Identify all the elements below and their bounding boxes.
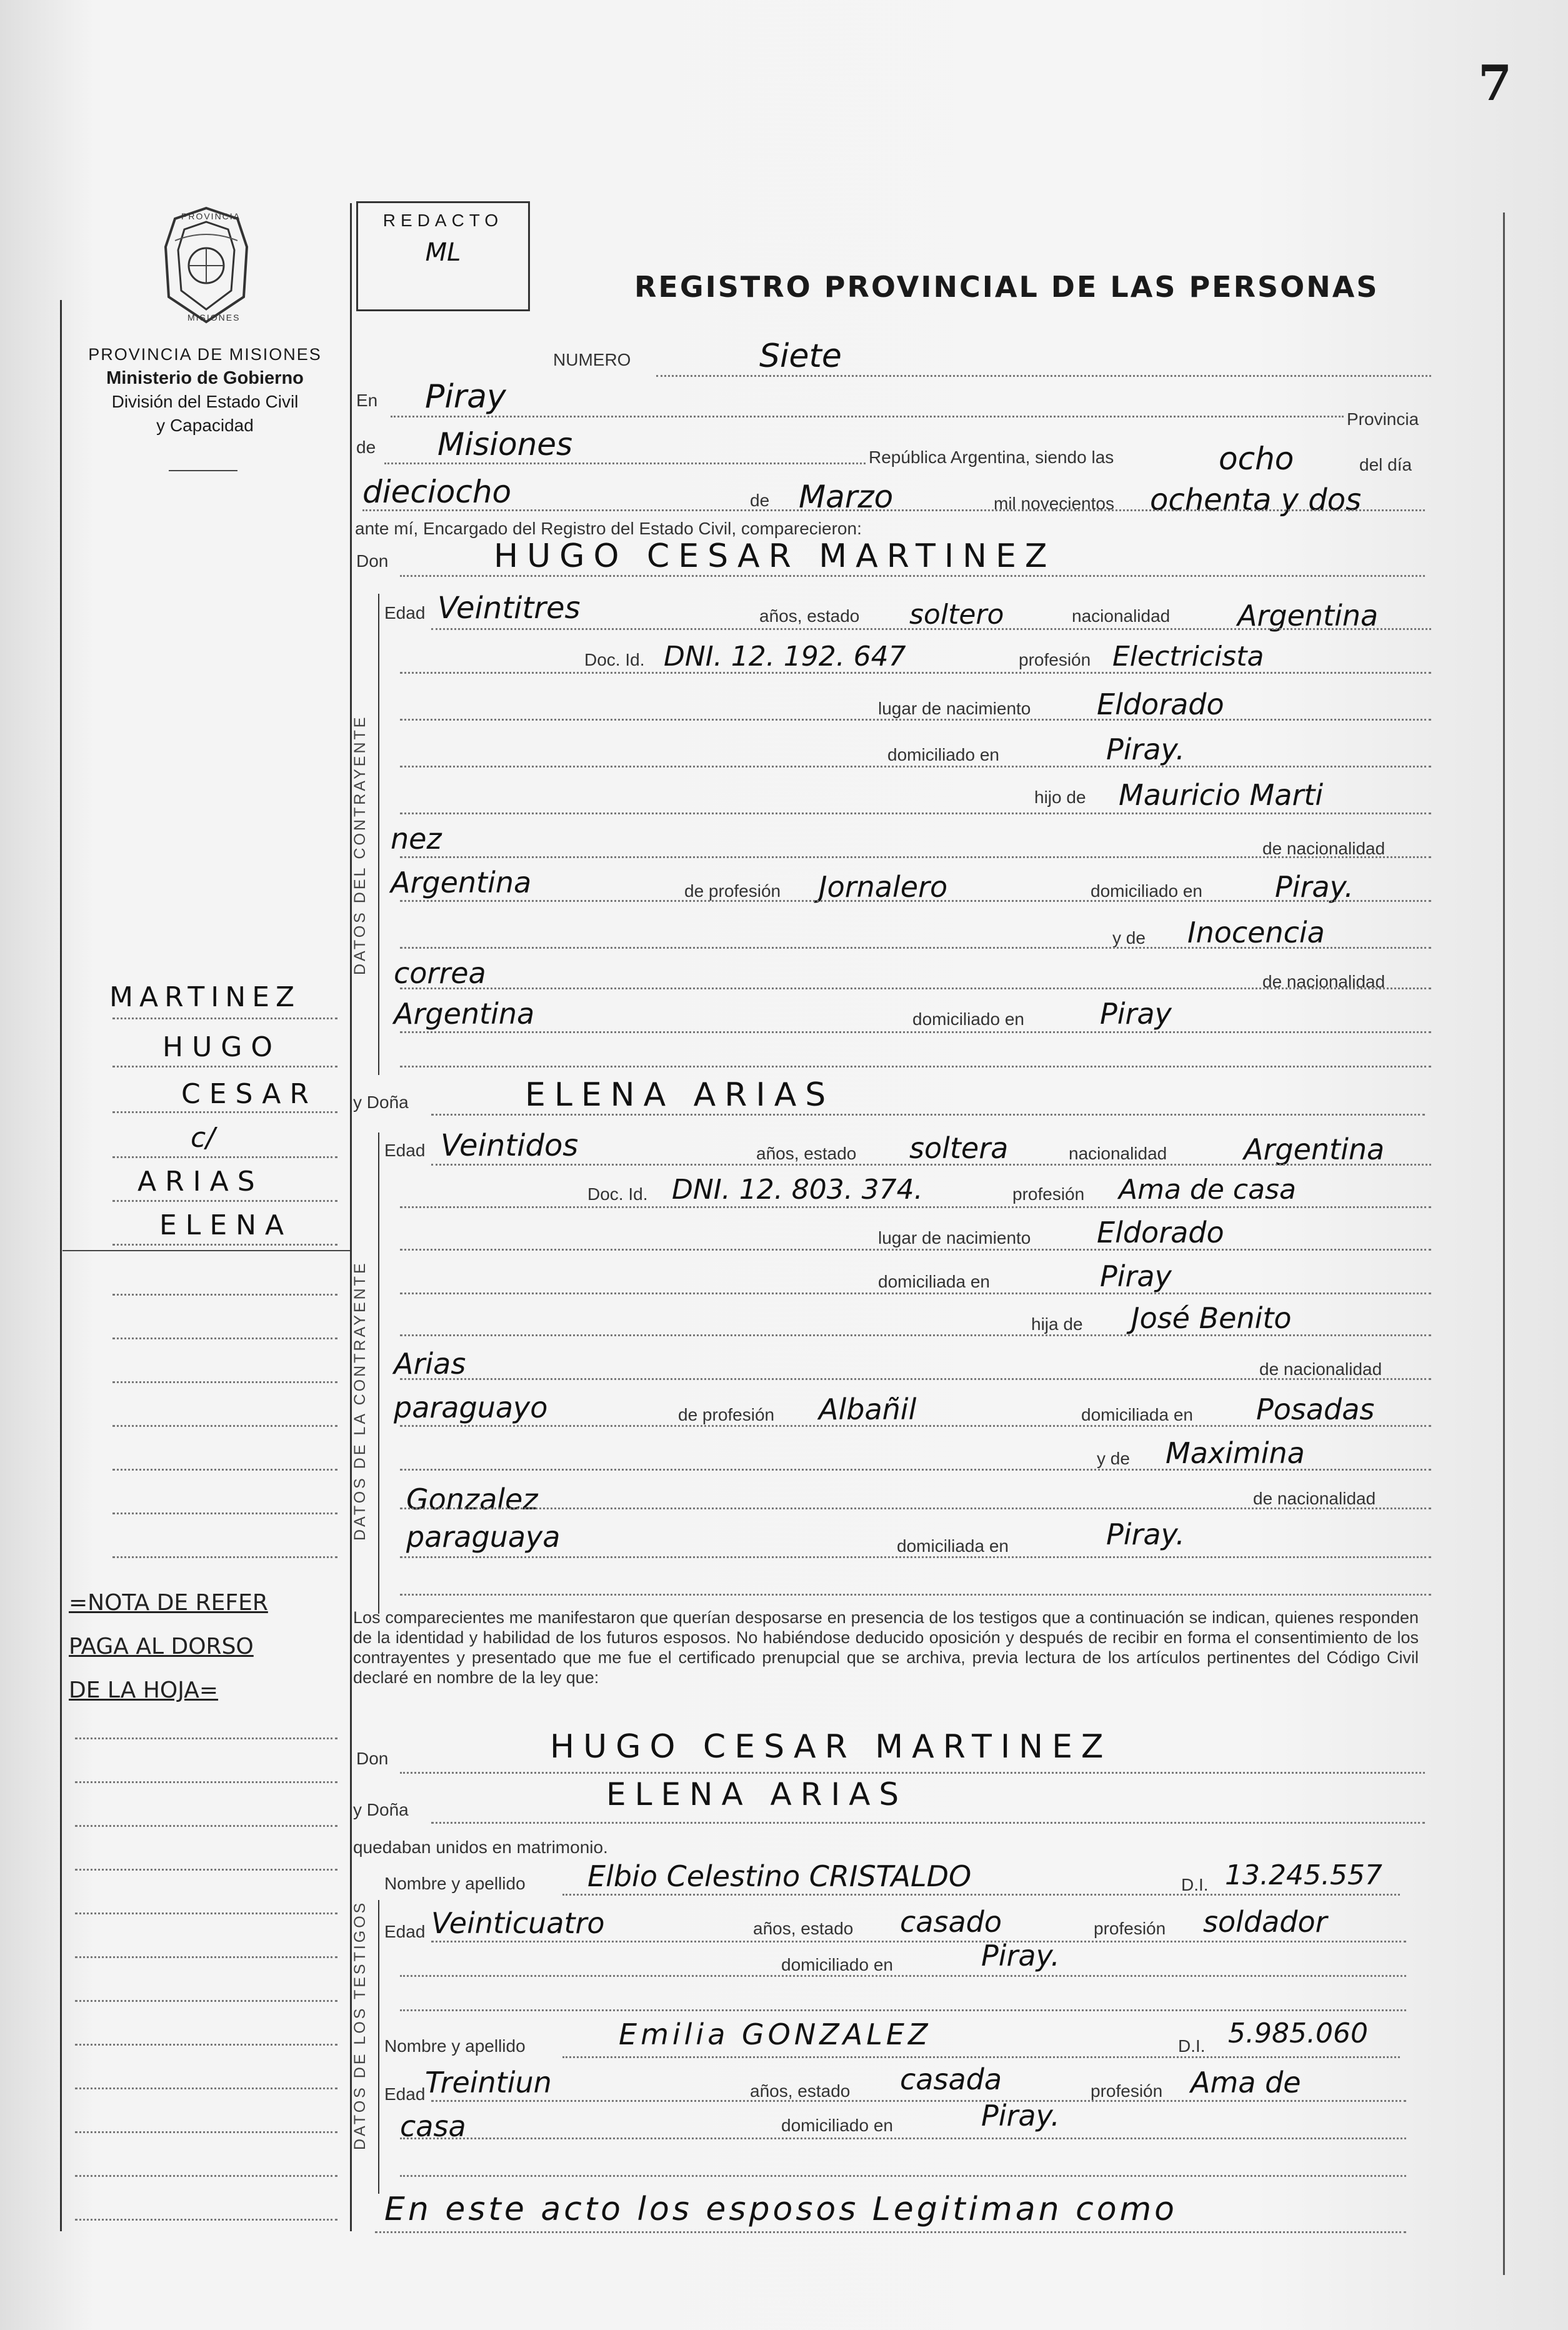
bride-padre-prof: Albañil xyxy=(819,1392,917,1426)
declared-groom: HUGO CESAR MARTINEZ xyxy=(550,1728,1112,1766)
groom-padre-nac-label: de nacionalidad xyxy=(1262,839,1386,858)
groom-dom-label: domiciliado en xyxy=(887,745,999,764)
groom-madre-rule xyxy=(400,947,1431,949)
w2-dom-label: domiciliado en xyxy=(781,2116,893,2135)
stamp-title: REDACTO xyxy=(382,211,504,230)
margin-name-3: CESAR xyxy=(181,1078,317,1110)
groom-edad-rule xyxy=(431,628,1431,630)
margin-blank-18 xyxy=(75,2175,337,2177)
w2-estado: casada xyxy=(900,2062,1002,2096)
ministry-name: Ministerio de Gobierno xyxy=(106,368,304,388)
margin-blank-12 xyxy=(75,1912,337,1914)
left-margin-rule xyxy=(60,300,62,2231)
bride-profesion: Ama de casa xyxy=(1119,1174,1296,1206)
w1-end-rule xyxy=(400,2009,1406,2011)
groom-edad-label: Edad xyxy=(384,603,426,622)
w2-profesion: Ama de xyxy=(1191,2066,1301,2099)
bride-edad: Veintidos xyxy=(441,1128,579,1163)
margin-name-1: MARTINEZ xyxy=(109,981,301,1013)
groom-edad: Veintitres xyxy=(437,591,581,626)
don-label: Don xyxy=(356,551,389,571)
bride-padre-prof-label: de profesión xyxy=(678,1405,775,1424)
groom-padre: Mauricio Marti xyxy=(1119,778,1324,812)
de-label: de xyxy=(356,438,376,457)
bride-madre-cont-rule xyxy=(400,1508,1431,1509)
bride-estado-label: años, estado xyxy=(756,1144,857,1163)
groom-estado: soltero xyxy=(909,599,1004,631)
bride-doc-label: Doc. Id. xyxy=(587,1184,648,1204)
w1-name: Elbio Celestino CRISTALDO xyxy=(587,1859,972,1893)
division-name: División del Estado Civil xyxy=(111,392,299,411)
groom-padre-line-rule xyxy=(400,900,1431,902)
w2-di: 5.985.060 xyxy=(1228,2018,1368,2049)
groom-padre-dom: Piray. xyxy=(1275,870,1354,904)
bride-nacionalidad: Argentina xyxy=(1244,1132,1385,1166)
w2-edad: Treintiun xyxy=(425,2066,552,2099)
margin-rule-3 xyxy=(112,1111,337,1113)
groom-lugar: Eldorado xyxy=(1097,688,1224,721)
dia-value: dieciocho xyxy=(362,474,512,510)
margin-blank-1 xyxy=(112,1294,337,1296)
dona-label: y Doña xyxy=(353,1092,409,1112)
groom-padre-prof: Jornalero xyxy=(819,870,948,904)
bride-madre-rule xyxy=(400,1469,1431,1471)
bride-dom-rule xyxy=(400,1292,1431,1294)
groom-lugar-label: lugar de nacimiento xyxy=(878,699,1031,718)
bride-domicilio: Piray xyxy=(1100,1259,1172,1293)
provincia-label: Provincia xyxy=(1347,409,1419,429)
bride-madre: Maximina xyxy=(1166,1436,1305,1470)
margin-blank-11 xyxy=(75,1869,337,1871)
bride-lugar: Eldorado xyxy=(1097,1216,1224,1249)
w1-edad-label: Edad xyxy=(384,1922,426,1941)
margin-divider xyxy=(62,1250,350,1251)
groom-madre-nac-label: de nacionalidad xyxy=(1262,972,1386,991)
seal-top-text: PROVINCIA xyxy=(181,211,241,221)
margin-blank-15 xyxy=(75,2044,337,2046)
bride-padre: José Benito xyxy=(1131,1301,1292,1335)
w1-di-label: D.I. xyxy=(1181,1875,1209,1894)
groom-madre: Inocencia xyxy=(1187,916,1325,949)
groom-prof-label: profesión xyxy=(1019,650,1091,669)
w2-estado-label: años, estado xyxy=(750,2081,851,2101)
bride-padre-dom: Posadas xyxy=(1256,1392,1375,1426)
w1-name-rule xyxy=(562,1894,1400,1896)
numero-value: Siete xyxy=(759,338,842,375)
bride-lugar-rule xyxy=(400,1249,1431,1251)
margin-rule-2 xyxy=(112,1066,337,1068)
margin-name-6: ELENA xyxy=(159,1209,293,1241)
ante-label: ante mí, Encargado del Registro del Estado Civil, comparecieron: xyxy=(355,519,862,538)
page-number: 7 xyxy=(1478,55,1512,112)
margin-blank-6 xyxy=(112,1512,337,1514)
margin-blank-9 xyxy=(75,1781,337,1783)
right-edge-rule xyxy=(1503,212,1505,2275)
bride-section-label: DATOS DE LA CONTRAYENTE xyxy=(351,1261,369,1541)
w2-name-rule xyxy=(562,2056,1400,2058)
numero-label: NUMERO xyxy=(553,350,631,369)
margin-blank-19 xyxy=(75,2219,337,2221)
en-value: Piray xyxy=(425,378,506,416)
groom-madre-dom-label: domiciliado en xyxy=(912,1009,1024,1029)
margin-rule-6 xyxy=(112,1244,337,1246)
bride-edad-rule xyxy=(431,1164,1431,1166)
bride-dom-label: domiciliada en xyxy=(878,1272,990,1291)
bride-lugar-label: lugar de nacimiento xyxy=(878,1228,1031,1248)
groom-doc-rule xyxy=(400,672,1431,674)
groom-madre-dom: Piray xyxy=(1100,997,1172,1031)
en-label: En xyxy=(356,391,378,410)
w1-estado-label: años, estado xyxy=(753,1919,854,1938)
w2-edad-label: Edad xyxy=(384,2084,426,2104)
margin-blank-17 xyxy=(75,2131,337,2133)
mil-label: mil novecientos xyxy=(994,494,1114,513)
declaration-text: Los comparecientes me manifestaron que querían desposarse en presencia de los testigos que a continuación se indican, quienes responden de la identidad y habilidad de los futuros esposos. No habiéndose deducido oposición y después de recibir en forma el consentimiento de los contrayentes y presentado que me fue el certificado prenupcial que se archiva, previa lectura de los artículos pertinentes del Código Civil declaré en nombre de la ley que: xyxy=(353,1608,1419,1687)
bride-madre-dom: Piray. xyxy=(1106,1518,1185,1551)
margin-blank-2 xyxy=(112,1338,337,1339)
declared-dona-label: y Doña xyxy=(353,1800,409,1819)
bride-bracket xyxy=(378,1132,379,1614)
groom-y-de-label: y de xyxy=(1112,928,1146,948)
w1-domicilio: Piray. xyxy=(981,1939,1060,1972)
w2-name: Emilia GONZALEZ xyxy=(619,2018,932,2051)
margin-blank-4 xyxy=(112,1425,337,1427)
margin-note-line-3: DE LA HOJA= xyxy=(69,1678,219,1703)
document-title: REGISTRO PROVINCIAL DE LAS PERSONAS xyxy=(634,270,1379,304)
groom-padre-rule xyxy=(400,856,1431,858)
header-divider xyxy=(169,470,237,471)
margin-rule-4 xyxy=(112,1156,337,1158)
mes-value: Marzo xyxy=(799,479,894,515)
en-rule xyxy=(391,416,1344,418)
groom-dom-rule xyxy=(400,766,1431,768)
dona-rule xyxy=(431,1114,1425,1116)
bride-nac-label: nacionalidad xyxy=(1069,1144,1167,1163)
margin-note-line-1: =NOTA DE REFER xyxy=(69,1590,268,1616)
bride-padre-nac-label: de nacionalidad xyxy=(1259,1359,1382,1379)
margin-blank-7 xyxy=(112,1556,337,1558)
bride-madre-cont: Gonzalez xyxy=(406,1482,538,1516)
bride-madre-nac-label: de nacionalidad xyxy=(1253,1489,1376,1508)
groom-hijo-label: hijo de xyxy=(1034,788,1086,807)
w1-dom-label: domiciliado en xyxy=(781,1955,893,1974)
groom-lugar-rule xyxy=(400,719,1431,721)
bride-padre-cont: Arias xyxy=(394,1347,466,1381)
w1-profesion: soldador xyxy=(1203,1905,1327,1939)
declared-don-rule xyxy=(400,1772,1425,1774)
w2-dom-rule xyxy=(400,2138,1406,2139)
margin-name-4: c/ xyxy=(191,1122,216,1154)
groom-hijo-rule xyxy=(400,812,1431,814)
margin-rule-5 xyxy=(112,1200,337,1202)
bride-end-rule xyxy=(400,1594,1431,1596)
groom-end-rule xyxy=(400,1066,1431,1068)
margin-note-line-2: PAGA AL DORSO xyxy=(69,1634,254,1659)
w1-edad-rule xyxy=(431,1941,1406,1942)
declared-dona-rule xyxy=(431,1822,1425,1824)
bride-madre-dom-rule xyxy=(400,1556,1431,1558)
margin-blank-3 xyxy=(112,1381,337,1383)
bride-y-de-label: y de xyxy=(1097,1449,1130,1468)
margin-rule-1 xyxy=(112,1018,337,1019)
quedaban-label: quedaban unidos en matrimonio. xyxy=(353,1838,608,1857)
declared-don-label: Don xyxy=(356,1749,389,1768)
ministry-header xyxy=(61,342,349,438)
margin-blank-13 xyxy=(75,1956,337,1958)
date-rule xyxy=(362,509,1425,511)
w1-estado: casado xyxy=(900,1905,1002,1939)
bride-madre-nac: paraguaya xyxy=(406,1520,561,1554)
groom-doc-label: Doc. Id. xyxy=(584,650,645,669)
seal-bottom-text: MISIONES xyxy=(187,312,241,322)
witness-bracket xyxy=(378,1900,379,2194)
groom-name: HUGO CESAR MARTINEZ xyxy=(494,538,1056,575)
stamp-initials: ML xyxy=(425,238,461,267)
margin-name-5: ARIAS xyxy=(137,1166,264,1198)
final-line: En este acto los esposos Legitiman como xyxy=(384,2191,1177,2228)
groom-profesion: Electricista xyxy=(1112,641,1264,672)
bride-padre-nac: paraguayo xyxy=(394,1391,548,1424)
bride-padre-rule xyxy=(400,1378,1431,1380)
groom-madre-cont-rule xyxy=(400,988,1431,989)
anio-value: ochenta y dos xyxy=(1150,482,1362,518)
groom-padre-prof-label: de profesión xyxy=(684,881,781,901)
groom-padre-dom-label: domiciliado en xyxy=(1091,881,1202,901)
groom-doc: DNI. 12. 192. 647 xyxy=(664,641,906,672)
groom-bracket xyxy=(378,594,379,1075)
groom-madre-nac: Argentina xyxy=(394,997,535,1031)
republica-label: República Argentina, siendo las xyxy=(869,448,1114,467)
bride-hija-rule xyxy=(400,1334,1431,1336)
division-sub: y Capacidad xyxy=(156,416,254,435)
bride-prof-label: profesión xyxy=(1012,1184,1085,1204)
w1-dom-rule xyxy=(400,1975,1406,1977)
province-name: PROVINCIA DE MISIONES xyxy=(88,345,322,364)
w1-edad: Veinticuatro xyxy=(431,1906,605,1940)
groom-domicilio: Piray. xyxy=(1106,732,1185,766)
declared-bride: ELENA ARIAS xyxy=(606,1776,908,1812)
bride-estado: soltera xyxy=(909,1131,1009,1165)
hora-value: ocho xyxy=(1219,441,1294,477)
w2-edad-rule xyxy=(431,2100,1406,2102)
final-rule xyxy=(375,2231,1406,2233)
w2-end-rule xyxy=(400,2175,1406,2177)
de-month-label: de xyxy=(750,491,770,510)
groom-section-label: DATOS DEL CONTRAYENTE xyxy=(351,714,369,975)
groom-madre-dom-rule xyxy=(400,1031,1431,1033)
margin-name-2: HUGO xyxy=(162,1031,282,1063)
margin-blank-8 xyxy=(75,1738,337,1739)
bride-padre-line-rule xyxy=(400,1425,1431,1427)
margin-blank-14 xyxy=(75,2000,337,2002)
margin-blank-5 xyxy=(112,1469,337,1471)
bride-padre-dom-label: domiciliada en xyxy=(1081,1405,1193,1424)
de-rule xyxy=(384,462,866,464)
w1-name-label: Nombre y apellido xyxy=(384,1874,526,1893)
bride-madre-dom-label: domiciliada en xyxy=(897,1536,1009,1556)
witness-section-label: DATOS DE LOS TESTIGOS xyxy=(351,1900,369,2150)
del-dia-label: del día xyxy=(1359,455,1412,474)
margin-note xyxy=(69,1581,344,1712)
groom-nacionalidad: Argentina xyxy=(1237,599,1379,632)
don-rule xyxy=(400,575,1425,577)
provincia-value: Misiones xyxy=(437,426,573,462)
groom-padre-nac: Argentina xyxy=(391,866,532,899)
w2-name-label: Nombre y apellido xyxy=(384,2036,526,2056)
bride-edad-label: Edad xyxy=(384,1141,426,1160)
w1-di: 13.245.557 xyxy=(1225,1859,1382,1891)
bride-doc: DNI. 12. 803. 374. xyxy=(672,1174,923,1206)
w2-domicilio: Piray. xyxy=(981,2099,1060,2132)
w2-profesion-cont: casa xyxy=(400,2109,466,2143)
groom-nac-label: nacionalidad xyxy=(1072,606,1171,626)
w2-prof-label: profesión xyxy=(1091,2081,1163,2101)
bride-doc-rule xyxy=(400,1206,1431,1208)
w2-di-label: D.I. xyxy=(1178,2036,1206,2056)
groom-madre-cont: correa xyxy=(394,956,486,990)
redacto-stamp xyxy=(356,201,530,311)
groom-padre-cont: nez xyxy=(391,822,442,856)
bride-hija-label: hija de xyxy=(1031,1314,1083,1334)
numero-rule xyxy=(656,375,1431,377)
bride-name: ELENA ARIAS xyxy=(525,1076,835,1114)
margin-blank-10 xyxy=(75,1825,337,1827)
groom-estado-label: años, estado xyxy=(759,606,860,626)
margin-blank-16 xyxy=(75,2088,337,2089)
w1-prof-label: profesión xyxy=(1094,1919,1166,1938)
